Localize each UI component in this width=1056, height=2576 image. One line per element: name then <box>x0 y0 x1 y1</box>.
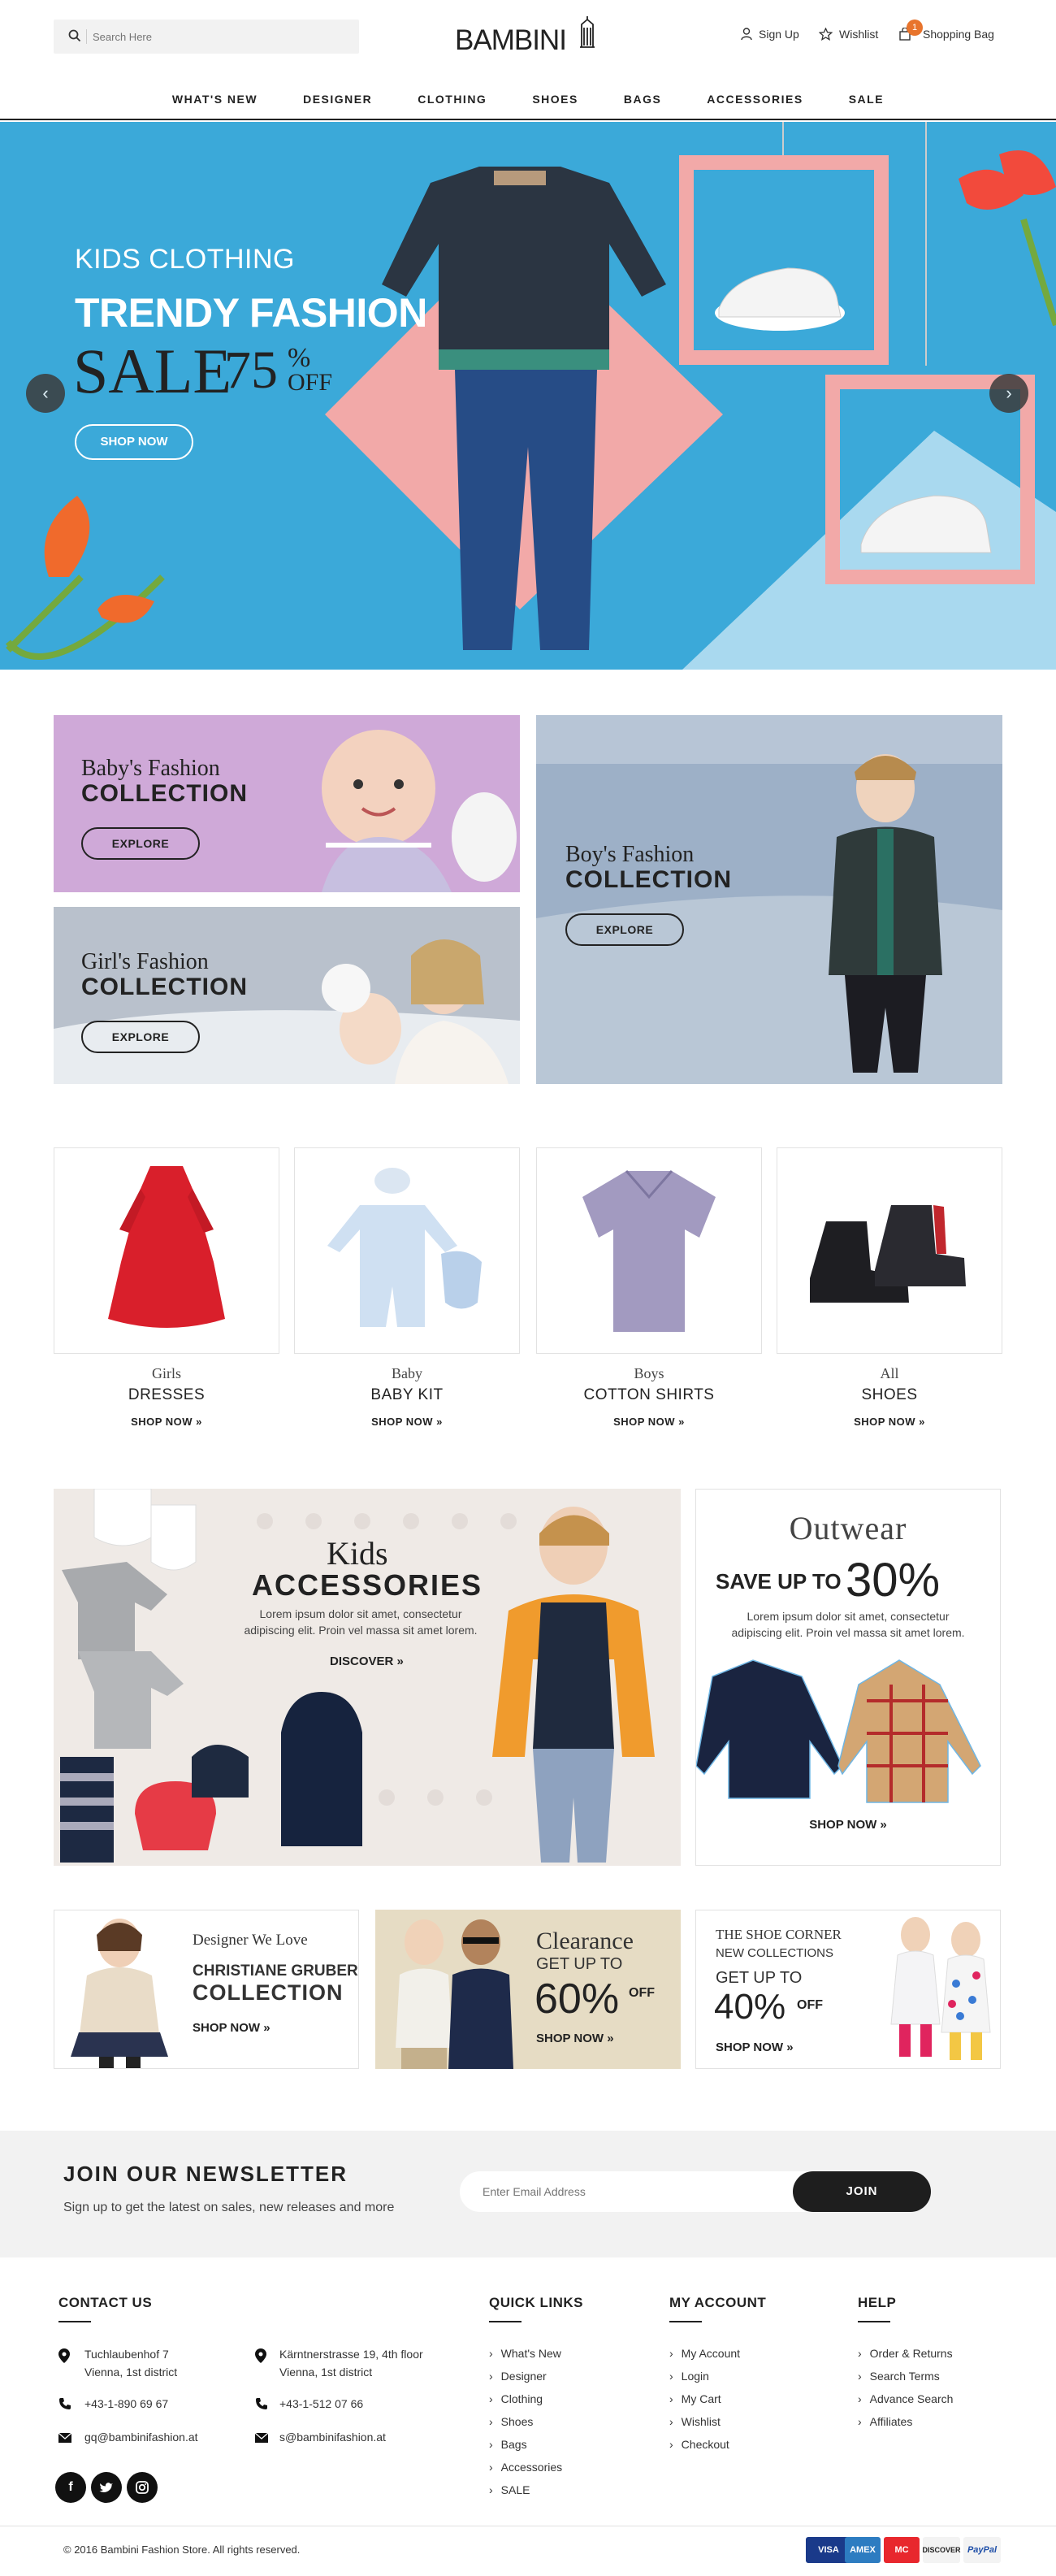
nav-shoes[interactable]: SHOES <box>532 93 578 106</box>
footer-link-order-returns[interactable]: › Order & Returns <box>858 2347 953 2360</box>
designer-name: CHRISTIANE GRUBER <box>193 1962 358 1980</box>
mail-icon <box>58 2433 71 2443</box>
site-logo[interactable] <box>455 15 609 60</box>
address-2-line-1: Kärntnerstrasse 19, 4th floor <box>279 2348 423 2361</box>
clearance-upto: GET UP TO <box>536 1955 623 1973</box>
clearance-photo <box>375 1910 538 2069</box>
product-cat-all: All <box>880 1365 899 1381</box>
newsletter-text: Sign up to get the latest on sales, new releases and more <box>63 2201 395 2214</box>
newsletter-join-button[interactable]: JOIN <box>793 2171 931 2212</box>
search-bar[interactable] <box>54 20 359 54</box>
footer-link-designer[interactable]: › Designer <box>489 2370 562 2383</box>
shoe-corner-promo[interactable] <box>695 1910 1001 2069</box>
phone-1-link[interactable]: +43-1-890 69 67 <box>84 2397 169 2410</box>
shoe-corner-photo <box>875 1910 1001 2069</box>
instagram-icon[interactable] <box>127 2472 158 2503</box>
designer-kicker: Designer We Love <box>193 1932 308 1949</box>
footer-link-search-terms[interactable]: › Search Terms <box>858 2370 953 2383</box>
footer-quick-links-heading: QUICK LINKS <box>489 2295 583 2310</box>
footer-contact-underline <box>58 2321 91 2322</box>
star-icon <box>819 28 833 41</box>
chevron-left-icon: ‹ <box>42 383 49 403</box>
footer-quick-underline <box>489 2321 522 2322</box>
designer-shop-now-link[interactable]: SHOP NOW » <box>193 2021 270 2035</box>
wishlist-link[interactable] <box>819 28 878 41</box>
hero-banner <box>0 122 1056 670</box>
bag-label: Shopping Bag <box>923 28 994 41</box>
footer-link-shoes[interactable]: › Shoes <box>489 2415 562 2428</box>
footer-help-heading: HELP <box>858 2295 897 2310</box>
phone-icon <box>255 2397 268 2410</box>
location-pin-icon <box>255 2348 266 2363</box>
footer-link-my-cart[interactable]: › My Cart <box>669 2392 740 2405</box>
nav-sale[interactable]: SALE <box>848 93 885 106</box>
twitter-icon[interactable] <box>91 2472 122 2503</box>
baby-kit-image <box>295 1148 519 1353</box>
footer-account-underline <box>669 2321 702 2322</box>
nav-whats-new[interactable]: WHAT'S NEW <box>171 93 258 106</box>
wishlist-label: Wishlist <box>839 28 879 41</box>
product-card-cotton-shirts[interactable] <box>536 1147 762 1354</box>
footer-link-bags[interactable]: › Bags <box>489 2438 562 2451</box>
product-name-shoes: SHOES <box>861 1386 918 1403</box>
newsletter-email-input[interactable] <box>483 2171 791 2212</box>
baby-photo <box>289 715 520 892</box>
footer-link-clothing[interactable]: › Clothing <box>489 2392 562 2405</box>
mastercard-icon: MC <box>884 2537 920 2563</box>
product-shop-cotton-shirts[interactable]: SHOP NOW » <box>613 1416 685 1428</box>
shoe-corner-upto: GET UP TO <box>716 1969 803 1987</box>
clearance-title: Clearance <box>536 1928 634 1954</box>
bag-count-badge: 1 <box>907 20 923 36</box>
product-cat-girls: Girls <box>152 1365 181 1381</box>
footer-link-advance-search[interactable]: › Advance Search <box>858 2392 953 2405</box>
footer-account-heading: MY ACCOUNT <box>669 2295 767 2310</box>
address-2-line-2: Vienna, 1st district <box>279 2366 373 2379</box>
promo-baby[interactable] <box>54 715 520 892</box>
promo-baby-explore-button[interactable]: EXPLORE <box>81 827 200 860</box>
nav-bags[interactable]: BAGS <box>623 93 662 106</box>
dress-image <box>54 1148 279 1353</box>
accessories-title: Kids <box>327 1535 388 1572</box>
product-shop-baby-kit[interactable]: SHOP NOW » <box>371 1416 443 1428</box>
footer-link-sale[interactable]: › SALE <box>489 2483 562 2496</box>
nav-designer[interactable]: DESIGNER <box>303 93 373 106</box>
copyright-text: © 2016 Bambini Fashion Store. All rights reserved. <box>63 2543 301 2556</box>
promo-boy-sub: COLLECTION <box>565 866 732 893</box>
promo-boy[interactable] <box>536 715 1002 1084</box>
product-name-dresses: DRESSES <box>128 1386 206 1403</box>
paypal-icon: PayPal <box>963 2537 1001 2563</box>
footer-quick-links-list <box>489 2347 562 2506</box>
amex-card-icon: AMEX <box>845 2537 881 2563</box>
main-nav <box>0 85 1056 120</box>
shoe-corner-off: OFF <box>797 1998 823 2012</box>
footer-link-whats-new[interactable]: › What's New <box>489 2347 562 2360</box>
boy-photo <box>536 715 1002 1084</box>
shoe-corner-shop-now-link[interactable]: SHOP NOW » <box>716 2040 794 2054</box>
footer-contact-heading: CONTACT US <box>58 2295 153 2310</box>
accessories-text-2: adipiscing elit. Proin vel massa sit amet lorem. <box>244 1624 478 1637</box>
footer-help-list <box>858 2347 953 2438</box>
product-cat-baby: Baby <box>392 1365 422 1381</box>
clearance-percent: 60% <box>534 1975 620 2023</box>
search-input[interactable] <box>93 20 353 54</box>
product-card-baby-kit[interactable] <box>294 1147 520 1354</box>
outwear-save-label: SAVE UP TO <box>716 1569 842 1594</box>
designer-photo <box>54 1910 184 2069</box>
footer-link-checkout[interactable]: › Checkout <box>669 2438 740 2451</box>
search-divider <box>86 29 87 44</box>
address-1-line-2: Vienna, 1st district <box>84 2366 178 2379</box>
hero-prev-arrow[interactable] <box>26 374 65 413</box>
outwear-text-2: adipiscing elit. Proin vel massa sit amet lorem. <box>731 1626 965 1639</box>
signup-label: Sign Up <box>759 28 799 41</box>
address-1-line-1: Tuchlaubenhof 7 <box>84 2348 169 2361</box>
designer-sub: COLLECTION <box>193 1980 344 2005</box>
shopping-bag-link[interactable] <box>898 23 994 41</box>
hero-title: TRENDY FASHION <box>75 290 427 336</box>
phone-icon <box>58 2397 71 2410</box>
logo-text: BAMBINI <box>455 24 566 56</box>
outwear-coats-image <box>696 1652 1000 1806</box>
shoe-corner-percent: 40% <box>714 1987 786 2027</box>
promo-baby-sub: COLLECTION <box>81 780 248 807</box>
accessories-sub: ACCESSORIES <box>252 1568 483 1602</box>
product-card-dresses[interactable] <box>54 1147 279 1354</box>
promo-girl-title: Girl's Fashion <box>81 949 209 974</box>
email-2-link[interactable]: s@bambinifashion.at <box>279 2431 386 2444</box>
logo-tower-icon <box>577 15 598 49</box>
footer-link-login[interactable]: › Login <box>669 2370 740 2383</box>
clearance-shop-now-link[interactable]: SHOP NOW » <box>536 2032 614 2045</box>
location-pin-icon <box>58 2348 70 2363</box>
promo-baby-title: Baby's Fashion <box>81 756 220 781</box>
phone-2-link[interactable]: +43-1-512 07 66 <box>279 2397 364 2410</box>
hero-shop-now-button[interactable]: SHOP NOW <box>75 424 193 460</box>
nav-clothing[interactable]: CLOTHING <box>418 93 487 106</box>
designer-promo[interactable] <box>54 1910 359 2069</box>
clearance-off: OFF <box>629 1986 655 2000</box>
hero-percent-symbol: % <box>288 343 311 373</box>
shirt-image <box>537 1148 761 1353</box>
promo-boy-explore-button[interactable]: EXPLORE <box>565 913 684 946</box>
accessories-text-1: Lorem ipsum dolor sit amet, consectetur <box>259 1607 462 1620</box>
outwear-percent: 30% <box>846 1554 941 1607</box>
accessories-discover-link[interactable]: DISCOVER » <box>330 1654 404 1668</box>
hero-sale: SALE <box>73 336 232 406</box>
shoe-corner-sub: NEW COLLECTIONS <box>716 1946 834 1960</box>
clearance-promo[interactable] <box>375 1910 681 2069</box>
facebook-icon[interactable]: f <box>55 2472 86 2503</box>
outwear-banner[interactable] <box>695 1489 1001 1866</box>
hero-off: OFF <box>288 369 333 396</box>
footer-link-accessories[interactable]: › Accessories <box>489 2461 562 2474</box>
hero-kicker: KIDS CLOTHING <box>75 244 295 275</box>
email-1-link[interactable]: gq@bambinifashion.at <box>84 2431 198 2444</box>
signup-link[interactable] <box>741 28 799 41</box>
product-card-shoes[interactable] <box>777 1147 1002 1354</box>
hero-percent: 75 <box>224 340 278 400</box>
outwear-shop-now-link[interactable]: SHOP NOW » <box>809 1818 887 1832</box>
newsletter-section <box>0 2131 1056 2257</box>
promo-girl-sub: COLLECTION <box>81 974 248 1000</box>
promo-girl[interactable] <box>54 907 520 1084</box>
mail-icon <box>255 2433 268 2443</box>
product-cat-boys: Boys <box>634 1365 664 1381</box>
discover-card-icon: DISCOVER <box>923 2537 960 2563</box>
footer-link-wishlist[interactable]: › Wishlist <box>669 2415 740 2428</box>
accessories-banner[interactable] <box>54 1489 681 1866</box>
footer-help-underline <box>858 2321 890 2322</box>
newsletter-form <box>460 2171 931 2212</box>
promo-boy-title: Boy's Fashion <box>565 842 695 867</box>
footer-link-affiliates[interactable]: › Affiliates <box>858 2415 953 2428</box>
shoes-image <box>777 1148 1002 1353</box>
nav-accessories[interactable]: ACCESSORIES <box>707 93 803 106</box>
product-shop-shoes[interactable]: SHOP NOW » <box>854 1416 925 1428</box>
newsletter-title: JOIN OUR NEWSLETTER <box>63 2162 348 2186</box>
outwear-text-1: Lorem ipsum dolor sit amet, consectetur <box>747 1610 950 1623</box>
visa-card-icon: VISA <box>806 2537 851 2563</box>
product-name-baby-kit: BABY KIT <box>370 1386 444 1403</box>
chevron-right-icon: › <box>1006 383 1012 403</box>
product-shop-dresses[interactable]: SHOP NOW » <box>131 1416 202 1428</box>
shoe-corner-title: THE SHOE CORNER <box>716 1927 842 1942</box>
footer-account-list <box>669 2347 740 2461</box>
hero-next-arrow[interactable] <box>989 374 1028 413</box>
user-icon <box>741 28 752 41</box>
search-icon[interactable] <box>68 29 81 42</box>
outwear-title: Outwear <box>789 1510 907 1546</box>
footer-link-my-account[interactable]: › My Account <box>669 2347 740 2360</box>
product-name-cotton-shirts: COTTON SHIRTS <box>583 1386 715 1403</box>
promo-girl-explore-button[interactable]: EXPLORE <box>81 1021 200 1053</box>
